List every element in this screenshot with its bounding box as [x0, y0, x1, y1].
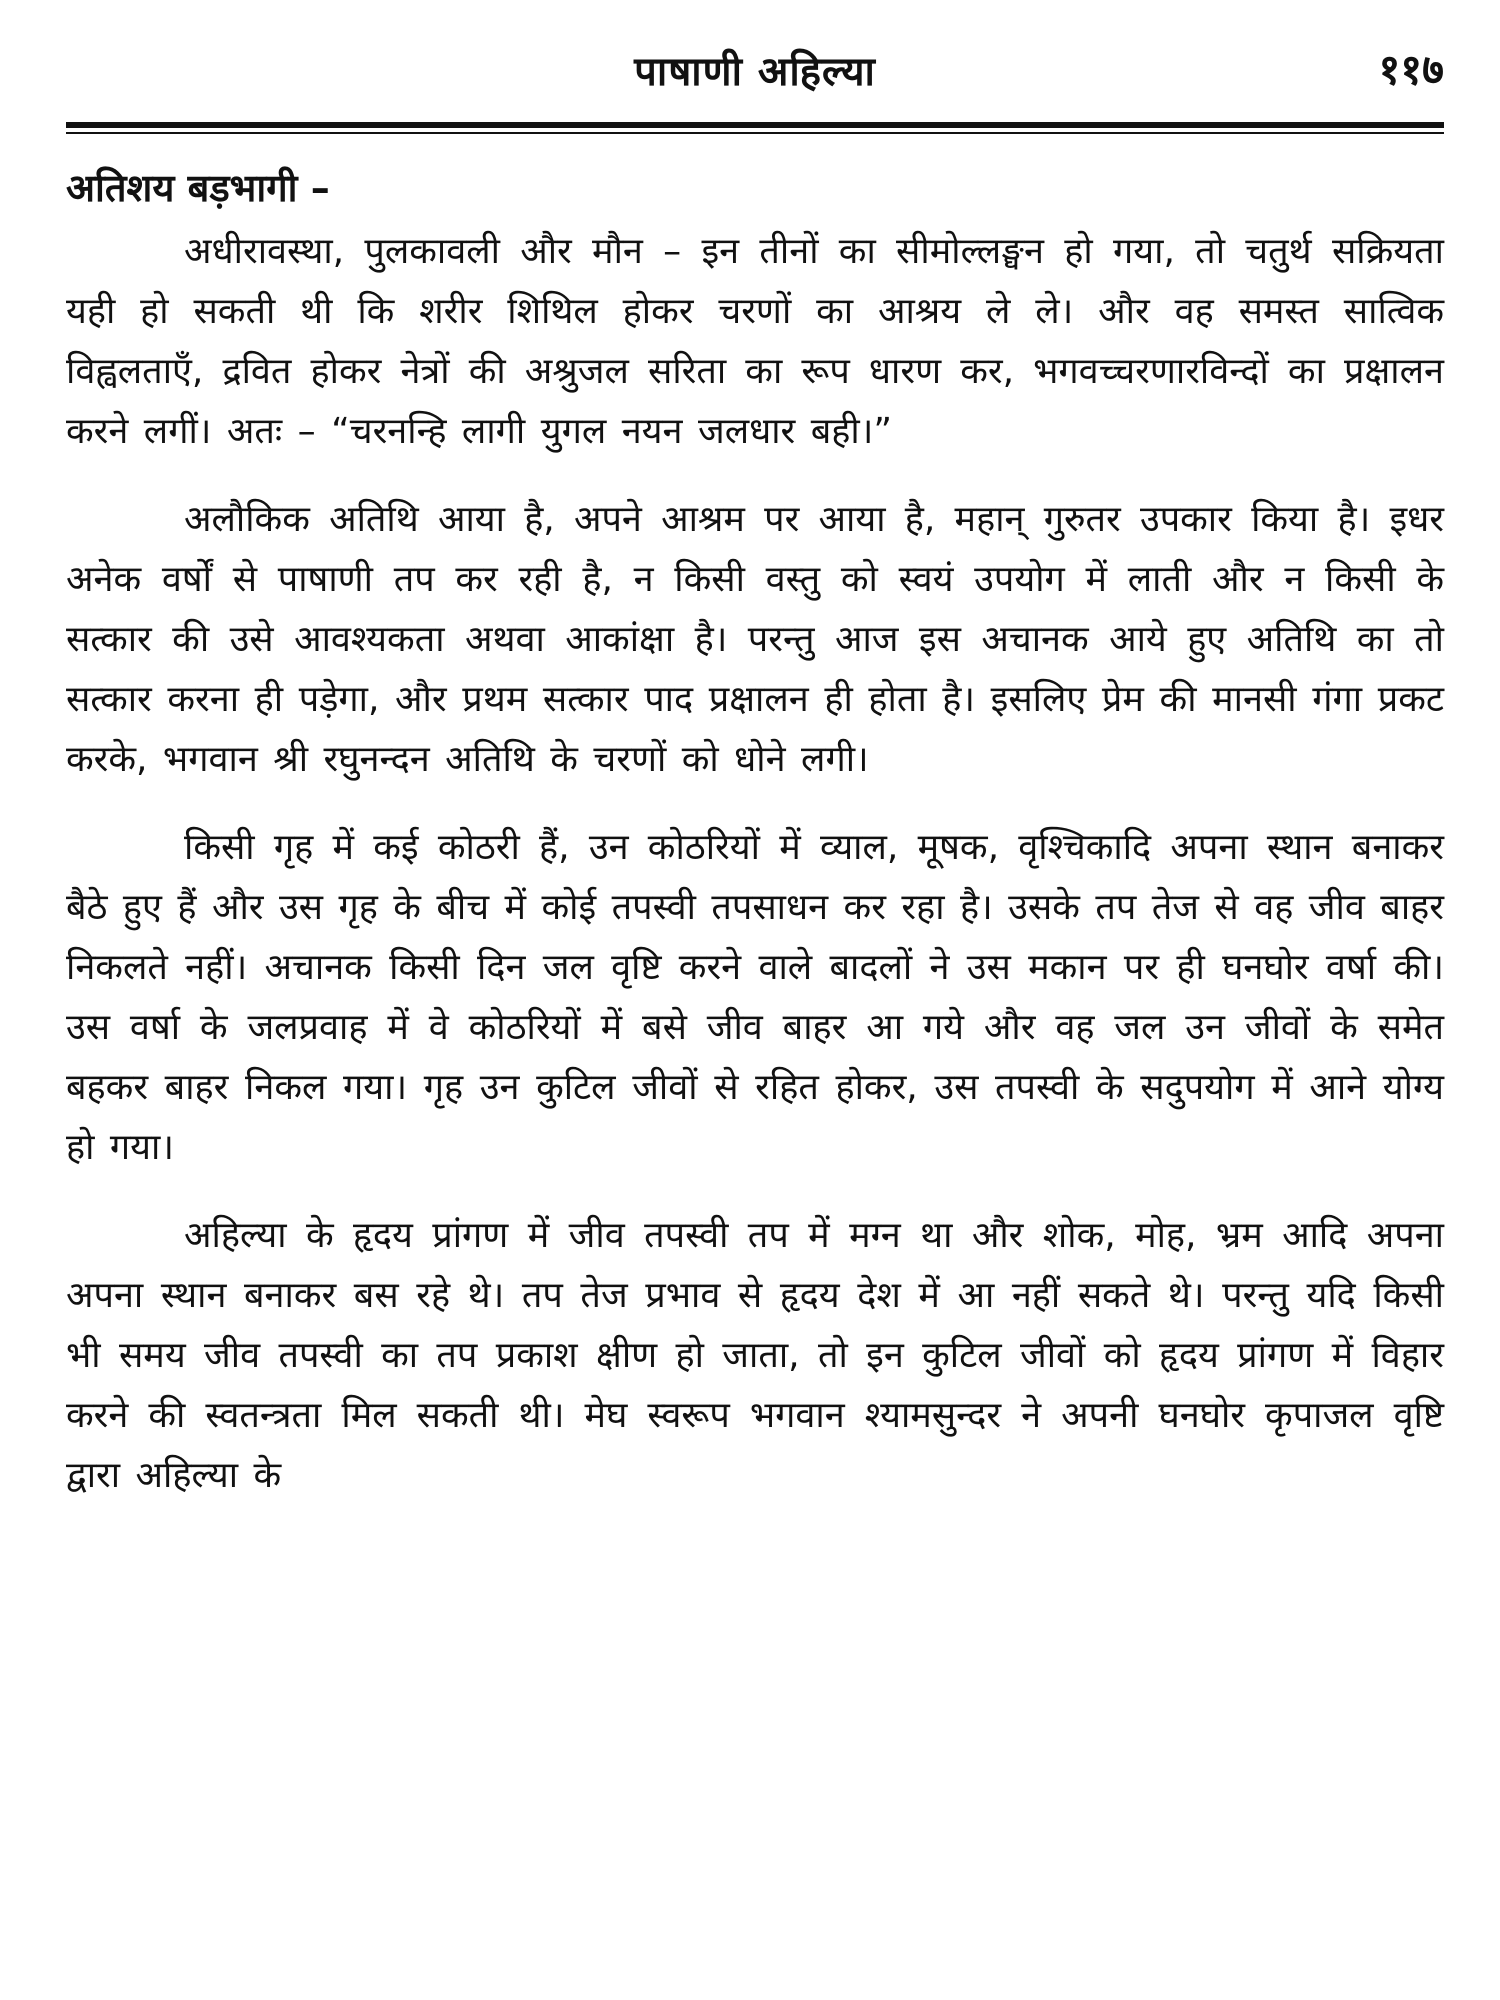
header-rule-thick	[66, 122, 1444, 128]
section-heading: अतिशय बड़भागी –	[66, 166, 330, 210]
page-header	[66, 38, 1444, 108]
running-title: पाषाणी अहिल्या	[634, 49, 876, 95]
page-body	[66, 158, 1444, 1534]
paragraph: अलौकिक अतिथि आया है, अपने आश्रम पर आया है, महान् गुरुतर उपकार किया है। इधर अनेक वर्षों से पाषाणी तप कर रही है, न किसी वस्तु को स्वयं उपयोग में लाती और न किसी के सत्कार की उसे आवश्यकता अथवा आकांक्षा है। परन्तु आज इस अचानक आये हुए अतिथि का तो सत्कार करना ही पड़ेगा, और प्रथम सत्कार पाद प्रक्षालन ही होता है। इसलिए प्रेम की मानसी गंगा प्रकट करके, भगवान श्री रघुनन्दन अतिथि के चरणों को धोने लगी।	[66, 499, 1444, 780]
paragraph: अहिल्या के हृदय प्रांगण में जीव तपस्वी तप में मग्न था और शोक, मोह, भ्रम आदि अपना अपना स्थान बनाकर बस रहे थे। तप तेज प्रभाव से हृदय देश में आ नहीं सकते थे। परन्तु यदि किसी भी समय जीव तपस्वी का तप प्रकाश क्षीण हो जाता, तो इन कुटिल जीवों को हृदय प्रांगण में विहार करने की स्वतन्त्रता मिल सकती थी। मेघ स्वरूप भगवान श्यामसुन्दर ने अपनी घनघोर कृपाजल वृष्टि द्वारा अहिल्या के	[66, 1215, 1444, 1496]
paragraph: किसी गृह में कई कोठरी हैं, उन कोठरियों में व्याल, मूषक, वृश्चिकादि अपना स्थान बनाकर बैठे हुए हैं और उस गृह के बीच में कोई तपस्वी तपसाधन कर रहा है। उसके तप तेज से वह जीव बाहर निकलते नहीं। अचानक किसी दिन जल वृष्टि करने वाले बादलों ने उस मकान पर ही घनघोर वर्षा की। उस वर्षा के जलप्रवाह में वे कोठरियों में बसे जीव बाहर आ गये और वह जल उन जीवों के समेत बहकर बाहर निकल गया। गृह उन कुटिल जीवों से रहित होकर, उस तपस्वी के सदुपयोग में आने योग्य हो गया।	[66, 827, 1444, 1168]
page-number: ११७	[1378, 45, 1444, 94]
header-rule-thin	[66, 132, 1444, 134]
paragraph: अधीरावस्था, पुलकावली और मौन – इन तीनों का सीमोल्लङ्घन हो गया, तो चतुर्थ सक्रियता यही हो सकती थी कि शरीर शिथिल होकर चरणों का आश्रय ले ले। और वह समस्त सात्विक विह्वलताएँ, द्रवित होकर नेत्रों की अश्रुजल सरिता का रूप धारण कर, भगवच्चरणारविन्दों का प्रक्षालन करने लगीं। अतः – “चरनन्हि लागी युगल नयन जलधार बही।”	[66, 231, 1444, 452]
